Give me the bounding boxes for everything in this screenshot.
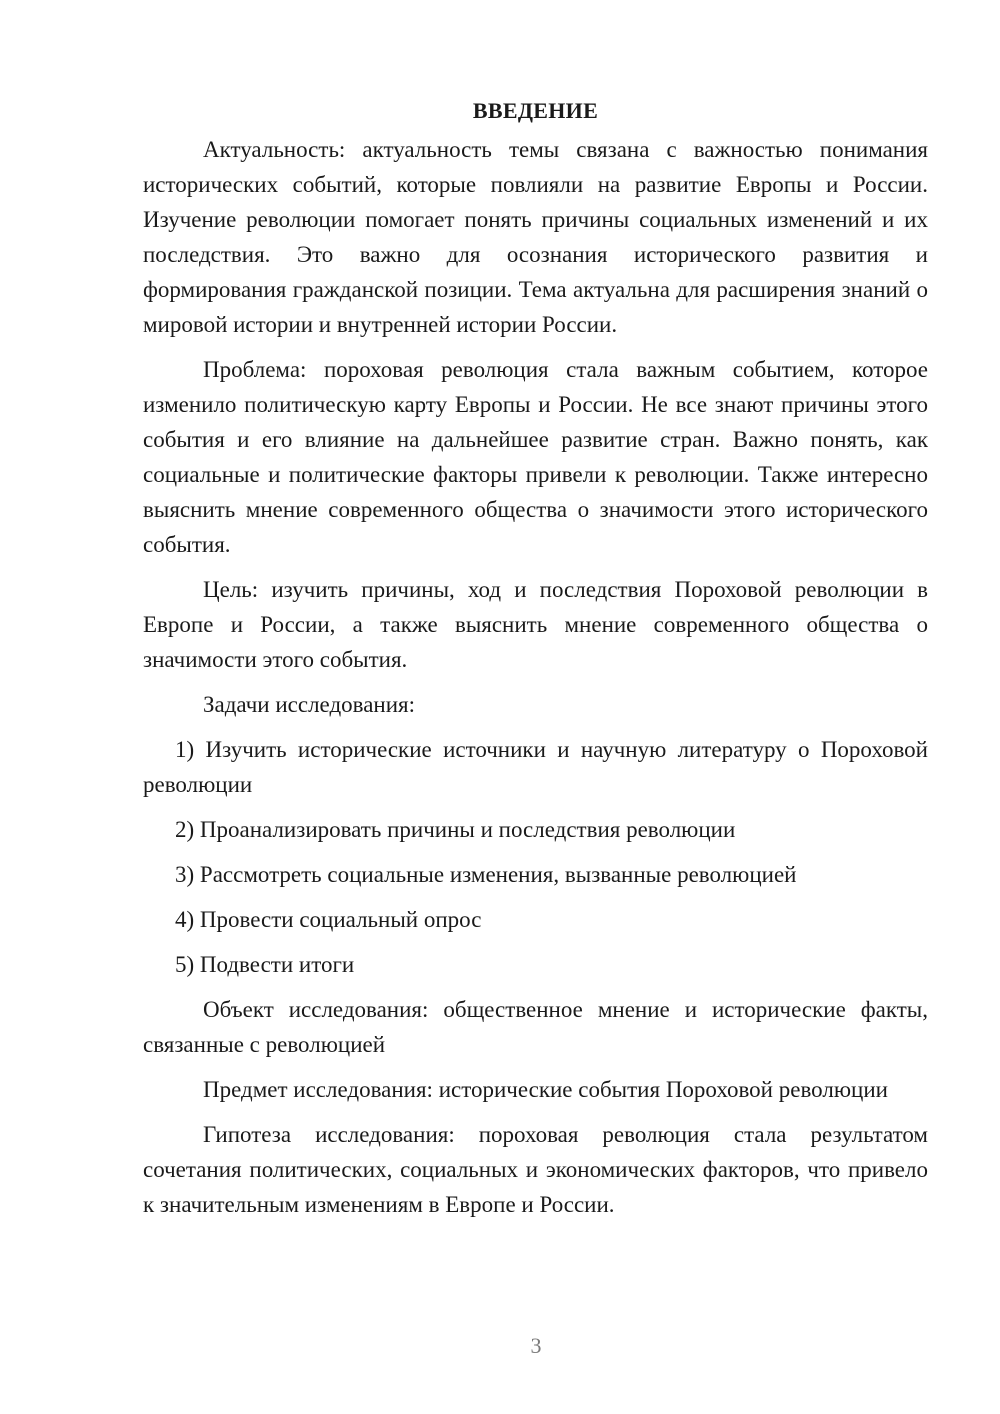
document-page xyxy=(143,96,928,1232)
subject-paragraph: Предмет исследования: исторические события Пороховой революции xyxy=(203,1077,888,1102)
task-item-2: 2) Проанализировать причины и последствия революции xyxy=(175,817,736,842)
task-item-5: 5) Подвести итоги xyxy=(175,952,355,977)
page-number: 3 xyxy=(530,1333,542,1358)
goal-paragraph: Цель: изучить причины, ход и последствия Пороховой революции в Европе и России, а также выяснить мнение современного общества о значимости этого события. xyxy=(143,577,928,672)
task-item-3: 3) Рассмотреть социальные изменения, вызванные революцией xyxy=(175,862,797,887)
relevance-paragraph: Актуальность: актуальность темы связана с важностью понимания исторических событий, которые повлияли на развитие Европы и России. Изучение революции помогает понять причины социальных изменений и их последствия. Это важно для осознания исторического развития и формирования гражданской позиции. Тема актуальна для расширения знаний о мировой истории и внутренней истории России. xyxy=(143,137,928,337)
object-paragraph: Объект исследования: общественное мнение и исторические факты, связанные с революцией xyxy=(143,997,928,1057)
task-item-4: 4) Провести социальный опрос xyxy=(175,907,482,932)
hypothesis-paragraph: Гипотеза исследования: пороховая революция стала результатом сочетания политических, социальных и экономических факторов, что привело к значительным изменениям в Европе и России. xyxy=(143,1122,928,1217)
tasks-heading: Задачи исследования: xyxy=(203,692,416,717)
page-title: ВВЕДЕНИЕ xyxy=(472,98,599,123)
task-item-1: 1) Изучить исторические источники и научную литературу о Пороховой революции xyxy=(143,737,928,797)
problem-paragraph: Проблема: пороховая революция стала важным событием, которое изменило политическую карту Европы и России. Не все знают причины этого события и его влияние на дальнейшее развитие стран. Важно понять, как социальные и политические факторы привели к революции. Также интересно выяснить мнение современного общества о значимости этого исторического события. xyxy=(143,357,928,557)
